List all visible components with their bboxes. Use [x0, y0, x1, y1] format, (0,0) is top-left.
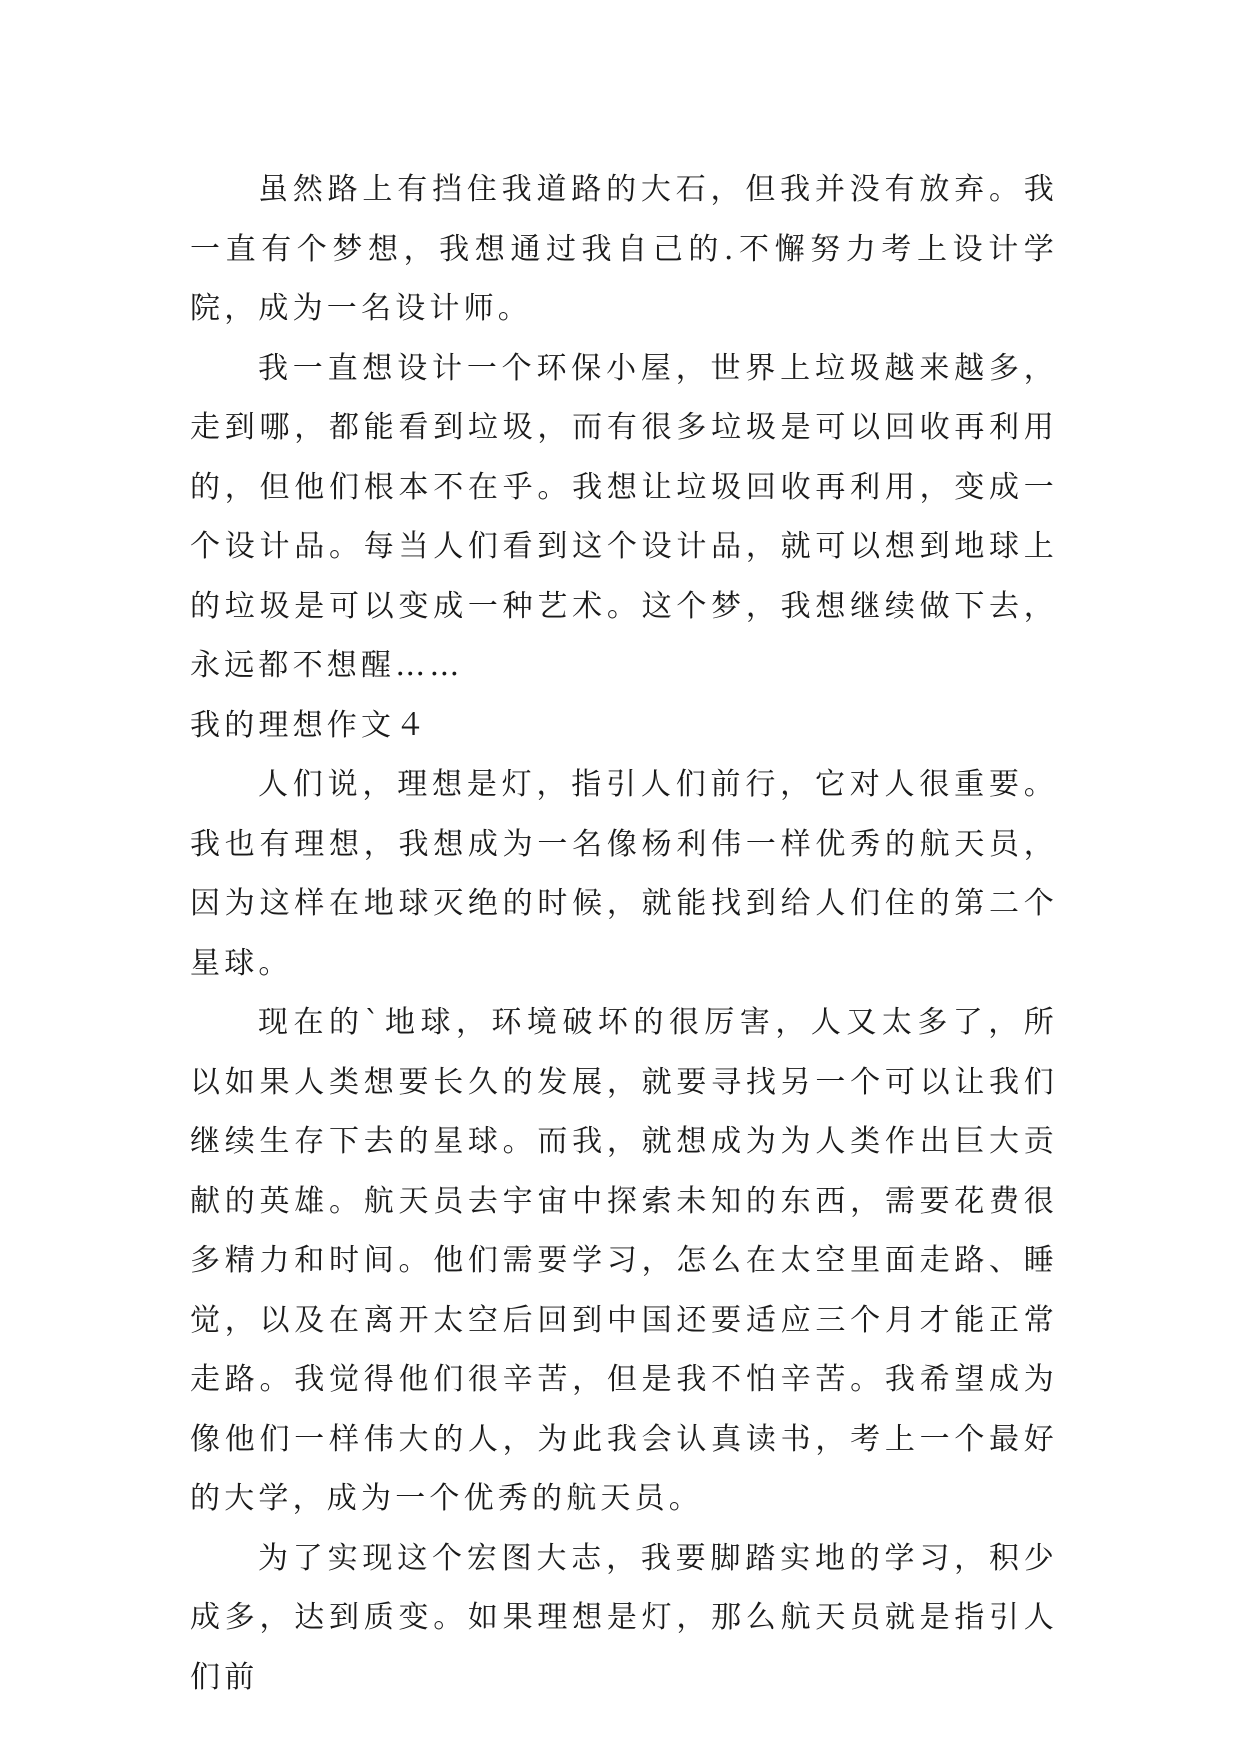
- paragraph-earth-environment: 现在的`地球，环境破坏的很厉害，人又太多了，所以如果人类想要长久的发展，就要寻找另一个可以让我们继续生存下去的星球。而我，就想成为为人类作出巨大贡献的英雄。航天员去宇宙中探索未知的东西，需要花费很多精力和时间。他们需要学习，怎么在太空里面走路、睡觉，以及在离开太空后回到中国还要适应三个月才能正常走路。我觉得他们很辛苦，但是我不怕辛苦。我希望成为像他们一样伟大的人，为此我会认真读书，考上一个最好的大学，成为一个优秀的航天员。: [190, 1005, 1058, 1516]
- section-heading: 我的理想作文４: [190, 707, 430, 743]
- paragraph-ideal-lamp: 人们说，理想是灯，指引人们前行，它对人很重要。我也有理想，我想成为一名像杨利伟一样优秀的航天员，因为这样在地球灭绝的时候，就能找到给人们住的第二个星球。: [190, 767, 1058, 981]
- paragraph-eco-house: 我一直想设计一个环保小屋，世界上垃圾越来越多，走到哪，都能看到垃圾，而有很多垃圾是可以回收再利用的，但他们根本不在乎。我想让垃圾回收再利用，变成一个设计品。每当人们看到这个设计品，就可以想到地球上的垃圾是可以变成一种艺术。这个梦，我想继续做下去，永远都不想醒……: [190, 350, 1058, 683]
- document-body: [190, 160, 1058, 1707]
- paragraph-boulder: 虽然路上有挡住我道路的大石，但我并没有放弃。我一直有个梦想，我想通过我自己的.不懈努力考上设计学院，成为一名设计师。: [190, 172, 1058, 326]
- paragraph-ambition: 为了实现这个宏图大志，我要脚踏实地的学习，积少成多，达到质变。如果理想是灯，那么航天员就是指引人们前: [190, 1540, 1058, 1695]
